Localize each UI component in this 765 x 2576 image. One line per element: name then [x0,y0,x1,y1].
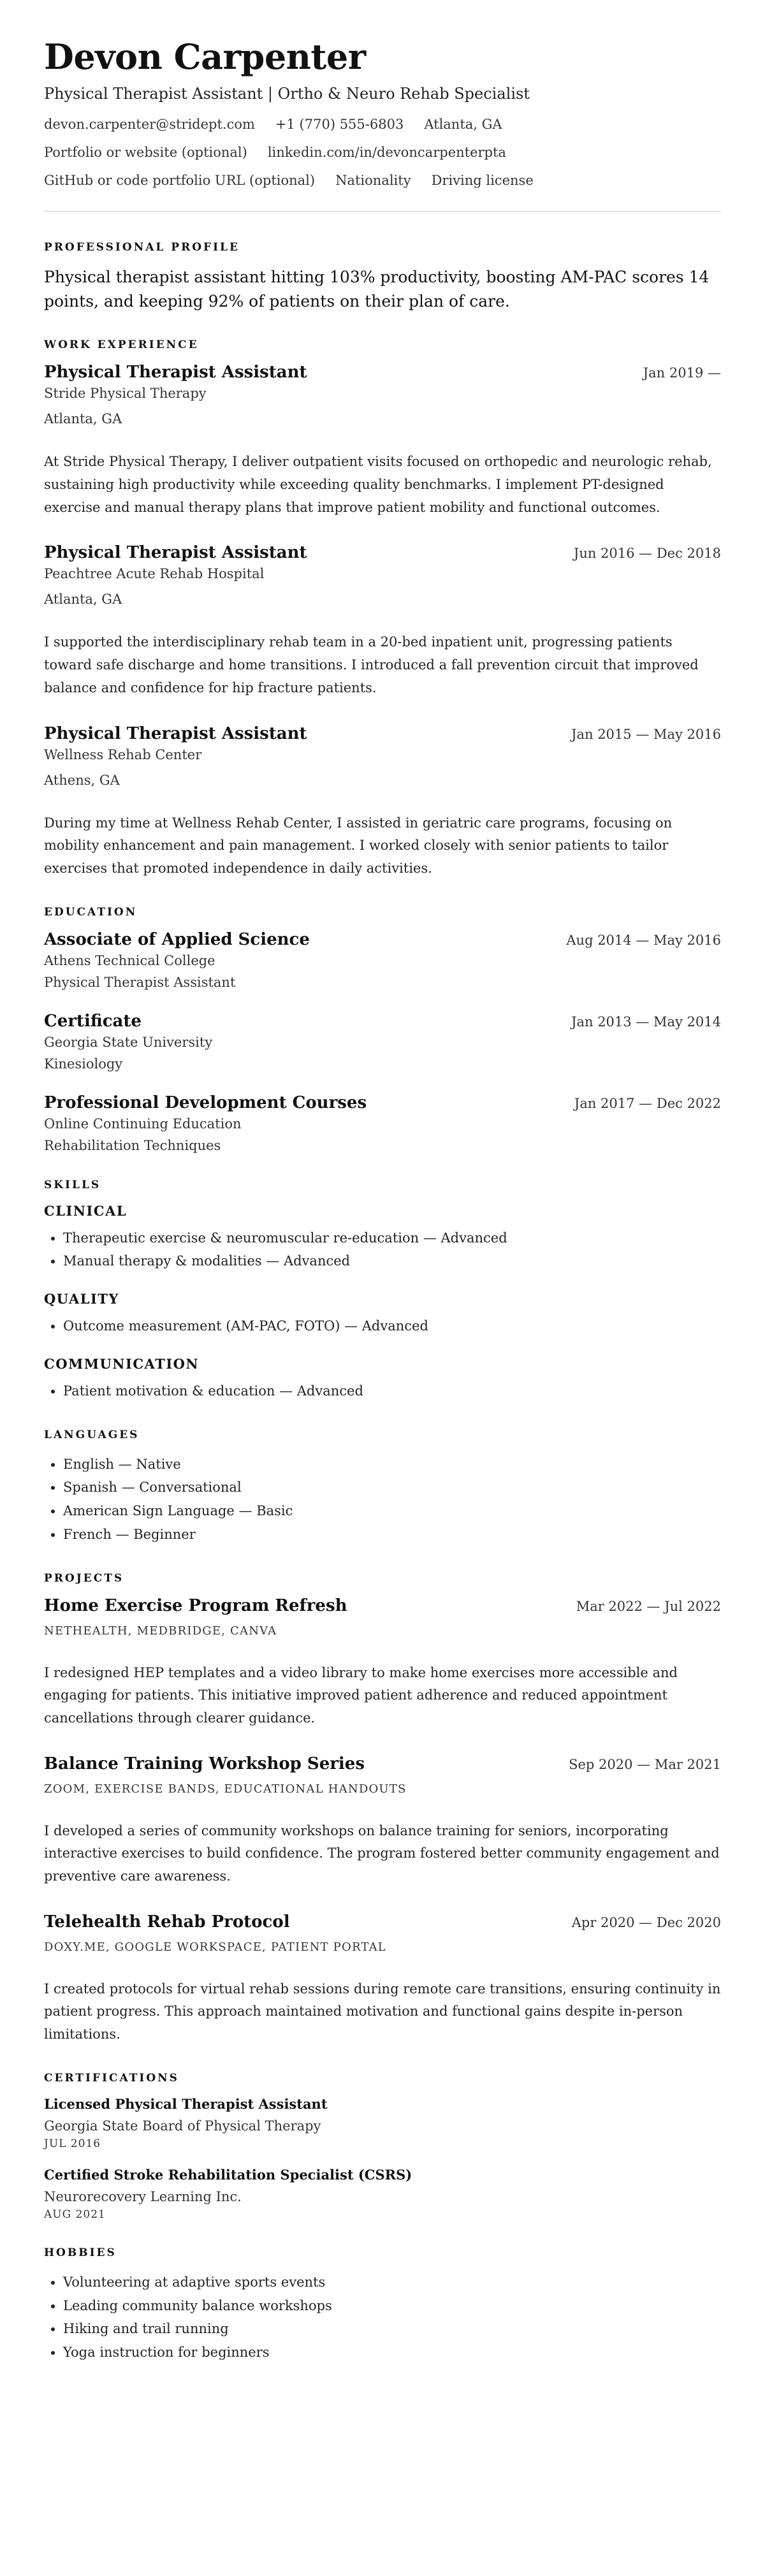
project-entry [44,1596,721,1730]
project-tools: NETHEALTH, MEDBRIDGE, CANVA [44,1624,277,1638]
job-title: Physical Therapist Assistant [44,724,307,743]
job-dates: Jun 2016 — Dec 2018 [573,546,721,562]
skill-category-title: QUALITY [44,1291,119,1307]
education-section [44,906,721,1153]
phone-number[interactable]: +1 (770) 555-6803 [275,117,404,133]
job-entry [44,724,721,880]
profile-section [44,241,721,313]
github-link[interactable]: GitHub or code portfolio URL (optional) [44,173,316,189]
certification-date: JUL 2016 [44,2137,101,2150]
certifications-section [44,2072,721,2221]
job-description: During my time at Wellness Rehab Center, I assisted in geriatric care programs, focusing on mobility enhancement and pain management. I worked closely with senior patients to tailor exercises that promoted independence in daily activities. [44,815,673,876]
contact-row [44,145,721,160]
section-title: WORK EXPERIENCE [44,338,199,352]
hobby-item: • Yoga instruction for beginners [63,2341,721,2364]
project-dates: Sep 2020 — Mar 2021 [569,1756,721,1772]
job-dates: Jan 2019 — [643,365,721,381]
project-name: Home Exercise Program Refresh [44,1596,347,1615]
job-title: Physical Therapist Assistant [44,543,307,563]
hobbies-section [44,2246,721,2364]
linkedin-link[interactable]: linkedin.com/in/devoncarpenterpta [267,145,506,161]
job-description: At Stride Physical Therapy, I deliver outpatient visits focused on orthopedic and neurologic rehab, sustaining high productivity while exceeding quality benchmarks. I implement PT-designed exercise and manual therapy plans that improve patient mobility and functional outcomes. [44,454,712,515]
project-description: I created protocols for virtual rehab sessions during remote care transitions, ensuring continuity in patient progress. This approach maintained motivation and functional gains despite in-person limitations. [44,1981,721,2042]
header-divider [44,211,721,212]
language-item: • English — Native [63,1453,721,1476]
job-location: Atlanta, GA [44,592,122,608]
certification-date: AUG 2021 [44,2208,106,2221]
certification-name: Licensed Physical Therapist Assistant [44,2095,328,2112]
project-dates: Apr 2020 — Dec 2020 [571,1914,721,1930]
projects-section [44,1572,721,2046]
contact-row [44,173,721,188]
project-name: Telehealth Rehab Protocol [44,1912,290,1932]
section-title: PROJECTS [44,1571,124,1585]
skill-item: • Outcome measurement (AM-PAC, FOTO) — Advanced [63,1314,721,1338]
hobby-item: • Hiking and trail running [63,2317,721,2341]
job-company: Peachtree Acute Rehab Hospital [44,566,265,582]
section-title: EDUCATION [44,905,138,919]
language-item: • American Sign Language — Basic [63,1499,721,1523]
certification-name: Certified Stroke Rehabilitation Specialist (CSRS) [44,2166,412,2183]
project-entry [44,1754,721,1888]
education-entry [44,930,721,990]
school-name: Online Continuing Education [44,1116,242,1132]
education-dates: Jan 2013 — May 2014 [571,1014,721,1030]
skill-list [44,1379,721,1403]
school-name: Athens Technical College [44,952,215,968]
project-name: Balance Training Workshop Series [44,1754,365,1773]
job-company: Wellness Rehab Center [44,746,202,762]
section-title: LANGUAGES [44,1428,140,1441]
education-entry [44,1093,721,1153]
experience-section [44,338,721,880]
language-list [44,1453,721,1546]
language-item: • French — Beginner [63,1523,721,1546]
field-of-study: Physical Therapist Assistant [44,974,236,990]
certification-issuer: Neurorecovery Learning Inc. [44,2188,242,2204]
section-title: CERTIFICATIONS [44,2071,179,2085]
section-title: SKILLS [44,1178,101,1191]
job-company: Stride Physical Therapy [44,386,207,402]
skill-item: • Patient motivation & education — Advanced [63,1379,721,1403]
profile-summary: Physical therapist assistant hitting 103% productivity, boosting AM-PAC scores 14 points, and keeping 92% of patients on their plan of care. [44,268,710,310]
degree-title: Associate of Applied Science [44,929,310,949]
hobby-item: • Leading community balance workshops [63,2294,721,2318]
skill-category-title: CLINICAL [44,1202,127,1219]
project-description: I redesigned HEP templates and a video library to make home exercises more accessible and engaging for patients. This initiative improved patient adherence and reduced appointment cancellations through clearer guidance. [44,1664,678,1726]
email-link[interactable]: devon.carpenter@stridept.com [44,117,255,133]
skill-item: • Therapeutic exercise & neuromuscular re-education — Advanced [63,1226,721,1250]
certification-entry [44,2096,721,2150]
job-title: Physical Therapist Assistant [44,363,307,382]
skill-category-title: COMMUNICATION [44,1355,200,1372]
candidate-name: Devon Carpenter [44,36,366,77]
certification-issuer: Georgia State Board of Physical Therapy [44,2118,321,2134]
resume-header [44,38,721,188]
project-description: I developed a series of community workshops on balance training for seniors, incorporating interactive exercises to build confidence. The program fostered better community engagement and preventive care awareness. [44,1823,720,1884]
skill-item: • Manual therapy & modalities — Advanced [63,1249,721,1273]
contact-row [44,117,721,132]
section-title: PROFESSIONAL PROFILE [44,241,240,254]
portfolio-link[interactable]: Portfolio or website (optional) [44,145,247,161]
project-tools: DOXY.ME, GOOGLE WORKSPACE, PATIENT PORTAL [44,1940,386,1954]
education-dates: Aug 2014 — May 2016 [566,932,721,948]
driving-license: Driving license [431,173,534,189]
section-title: HOBBIES [44,2246,117,2259]
school-name: Georgia State University [44,1034,213,1050]
hobby-item: • Volunteering at adaptive sports events [63,2271,721,2294]
job-description: I supported the interdisciplinary rehab team in a 20-bed inpatient unit, progressing patients toward safe discharge and home transitions. I introduced a fall prevention circuit that improved balance and confidence for hip fracture patients. [44,634,699,695]
field-of-study: Kinesiology [44,1056,123,1072]
job-entry [44,543,721,699]
language-item: • Spanish — Conversational [63,1476,721,1499]
education-dates: Jan 2017 — Dec 2022 [574,1095,721,1111]
degree-title: Professional Development Courses [44,1093,367,1112]
skills-section [44,1179,721,1403]
education-entry [44,1012,721,1072]
job-dates: Jan 2015 — May 2016 [571,726,721,742]
project-dates: Mar 2022 — Jul 2022 [576,1598,721,1614]
skill-list [44,1314,721,1338]
skill-list [44,1226,721,1274]
degree-title: Certificate [44,1011,142,1031]
candidate-headline: Physical Therapist Assistant | Ortho & Neuro Rehab Specialist [44,85,530,103]
languages-section [44,1429,721,1546]
job-location: Atlanta, GA [44,411,122,427]
job-entry [44,363,721,519]
project-entry [44,1912,721,2046]
nationality: Nationality [335,173,411,189]
project-tools: ZOOM, EXERCISE BANDS, EDUCATIONAL HANDOUTS [44,1782,407,1796]
job-location: Athens, GA [44,772,120,788]
field-of-study: Rehabilitation Techniques [44,1137,221,1153]
hobby-list [44,2271,721,2364]
location: Atlanta, GA [424,117,502,133]
certification-entry [44,2167,721,2221]
